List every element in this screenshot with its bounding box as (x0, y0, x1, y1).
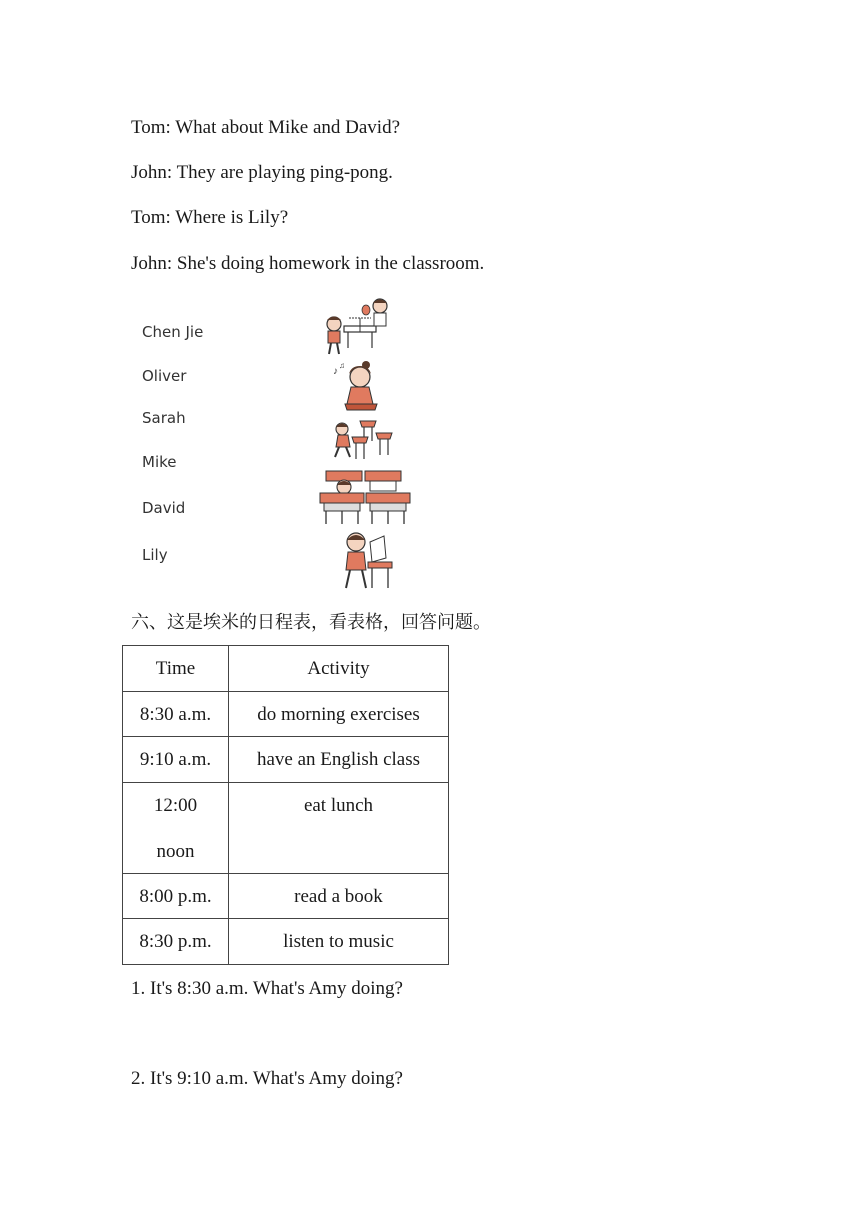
boy-doing-homework-picture (340, 530, 394, 590)
cell-time: 8:00 p.m. (123, 873, 229, 919)
cell-activity: do morning exercises (229, 691, 449, 737)
table-row (123, 919, 449, 965)
name-sarah: Sarah (142, 409, 186, 427)
name-lily: Lily (142, 546, 168, 564)
schedule-table (122, 645, 449, 965)
svg-text:♪: ♪ (333, 366, 338, 377)
girl-running-desks-picture (330, 415, 398, 465)
girl-reading-desks-picture (318, 469, 411, 525)
section-title: 六、这是埃米的日程表，看表格，回答问题。 (131, 612, 491, 633)
dialogue-line-4: John: She's doing homework in the classroom. (131, 253, 485, 274)
name-oliver: Oliver (142, 367, 187, 385)
svg-text:♫: ♫ (339, 361, 345, 370)
dialogue-line-2: John: They are playing ping-pong. (131, 162, 393, 183)
dialogue-line-3: Tom: Where is Lily? (131, 207, 289, 228)
table-row (123, 873, 449, 919)
question-1: 1. It's 8:30 a.m. What's Amy doing? (131, 978, 403, 999)
cell-activity: read a book (229, 873, 449, 919)
ping-pong-players-picture (322, 296, 392, 358)
table-header-row (123, 646, 449, 692)
table-row (123, 782, 449, 873)
cell-time: 8:30 p.m. (123, 919, 229, 965)
cell-activity: eat lunch (229, 782, 449, 873)
cell-activity: have an English class (229, 737, 449, 783)
question-2: 2. It's 9:10 a.m. What's Amy doing? (131, 1068, 403, 1089)
girl-listening-music-picture (333, 360, 383, 412)
header-activity: Activity (229, 646, 449, 692)
cell-time: 12:00 noon (123, 782, 229, 873)
name-chen-jie: Chen Jie (142, 323, 204, 341)
name-david: David (142, 499, 186, 517)
header-time: Time (123, 646, 229, 692)
dialogue-line-1: Tom: What about Mike and David? (131, 117, 401, 138)
table-row (123, 691, 449, 737)
cell-activity: listen to music (229, 919, 449, 965)
table-row (123, 737, 449, 783)
cell-time: 9:10 a.m. (123, 737, 229, 783)
cell-time: 8:30 a.m. (123, 691, 229, 737)
name-mike: Mike (142, 453, 177, 471)
